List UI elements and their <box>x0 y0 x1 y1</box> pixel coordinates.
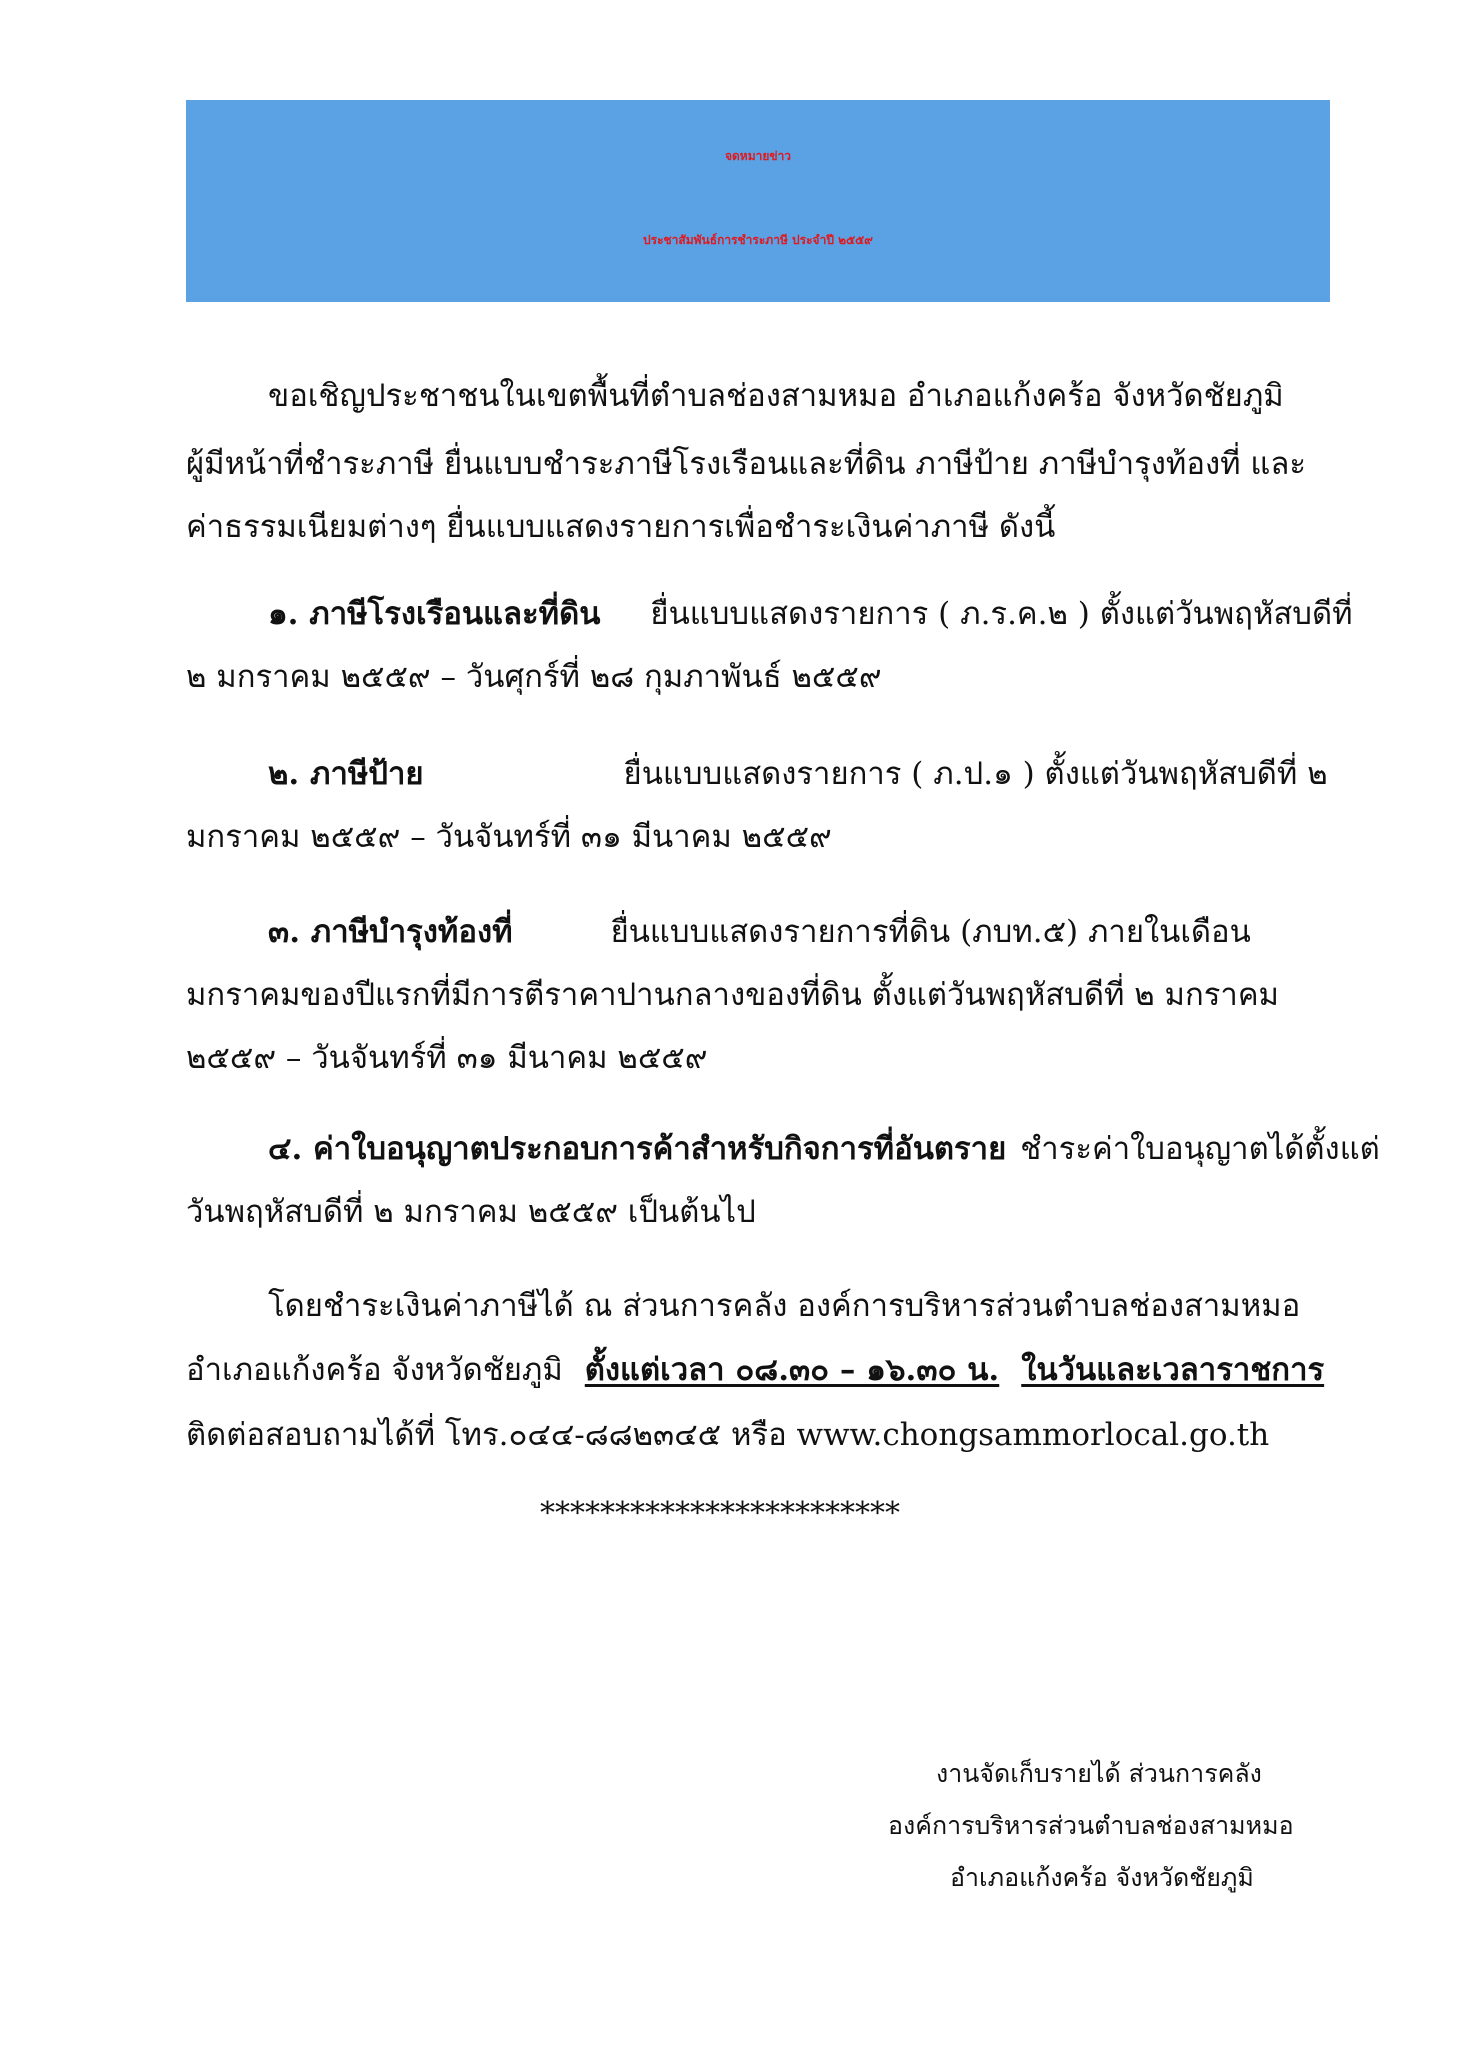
item-2-line-2: มกราคม ๒๕๕๙ – วันจันทร์ที่ ๓๑ มีนาคม ๒๕๕๙ <box>186 819 832 855</box>
newsletter-subtitle: ประชาสัมพันธ์การชำระภาษี ประจำปี ๒๕๕๙ <box>643 233 873 247</box>
payment-days: ในวันและเวลาราชการ <box>1021 1352 1325 1388</box>
signature-department: งานจัดเก็บรายได้ ส่วนการคลัง <box>936 1759 1262 1788</box>
separator: ************************ <box>540 1496 900 1531</box>
item-2-heading: ๒. ภาษีป้าย <box>268 756 424 792</box>
signature-location: อำเภอแก้งคร้อ จังหวัดชัยภูมิ <box>950 1863 1254 1892</box>
item-1-line-2: ๒ มกราคม ๒๕๕๙ – วันศุกร์ที่ ๒๘ กุมภาพันธ์ ๒๕๕๙ <box>186 659 882 695</box>
payment-location: อำเภอแก้งคร้อ จังหวัดชัยภูมิ <box>186 1352 563 1388</box>
item-1-line-1 <box>268 592 1353 636</box>
intro-line-2: ผู้มีหน้าที่ชำระภาษี ยื่นแบบชำระภาษีโรงเรือนและที่ดิน ภาษีป้าย ภาษีบำรุงท้องที่ และ <box>186 446 1307 482</box>
signature-organization: องค์การบริหารส่วนตำบลช่องสามหมอ <box>888 1811 1294 1840</box>
item-3-line-2: มกราคมของปีแรกที่มีการตีราคาปานกลางของที่ดิน ตั้งแต่วันพฤหัสบดีที่ ๒ มกราคม <box>186 977 1279 1013</box>
item-1-text: ยื่นแบบแสดงรายการ ( ภ.ร.ค.๒ ) ตั้งแต่วันพฤหัสบดีที่ <box>650 596 1353 632</box>
newsletter-title: จดหมายข่าว <box>724 149 792 163</box>
item-2-text: ยื่นแบบแสดงรายการ ( ภ.ป.๑ ) ตั้งแต่วันพฤหัสบดีที่ ๒ <box>623 756 1328 792</box>
item-4-text: ชำระค่าใบอนุญาตได้ตั้งแต่ <box>1020 1131 1380 1167</box>
payment-time: ตั้งแต่เวลา ๐๘.๓๐ – ๑๖.๓๐ น. <box>584 1352 1000 1388</box>
item-3-text: ยื่นแบบแสดงรายการที่ดิน (ภบท.๕) ภายในเดือน <box>610 914 1251 950</box>
item-4-line-1 <box>268 1127 1380 1171</box>
title-banner <box>186 100 1330 302</box>
intro-line-3: ค่าธรรมเนียมต่างๆ ยื่นแบบแสดงรายการเพื่อชำระเงินค่าภาษี ดังนี้ <box>186 509 1056 545</box>
payment-line-2 <box>186 1348 1324 1392</box>
item-1-heading: ๑. ภาษีโรงเรือนและที่ดิน <box>268 596 601 632</box>
contact-line: ติดต่อสอบถามได้ที่ โทร.๐๔๔-๘๘๒๓๔๕ หรือ www.chongsammorlocal.go.th <box>186 1417 1270 1453</box>
payment-line-1: โดยชำระเงินค่าภาษีได้ ณ ส่วนการคลัง องค์การบริหารส่วนตำบลช่องสามหมอ <box>268 1288 1301 1324</box>
intro-line-1: ขอเชิญประชาชนในเขตพื้นที่ตำบลช่องสามหมอ อำเภอแก้งคร้อ จังหวัดชัยภูมิ <box>268 378 1284 414</box>
item-4-line-2: วันพฤหัสบดีที่ ๒ มกราคม ๒๕๕๙ เป็นต้นไป <box>186 1194 756 1230</box>
item-2-line-1 <box>268 752 1328 796</box>
item-3-line-1 <box>268 910 1251 954</box>
item-4-heading: ๔. ค่าใบอนุญาตประกอบการค้าสำหรับกิจการที่อันตราย <box>268 1131 1007 1167</box>
item-3-line-3: ๒๕๕๙ – วันจันทร์ที่ ๓๑ มีนาคม ๒๕๕๙ <box>186 1040 708 1076</box>
item-3-heading: ๓. ภาษีบำรุงท้องที่ <box>268 914 513 950</box>
